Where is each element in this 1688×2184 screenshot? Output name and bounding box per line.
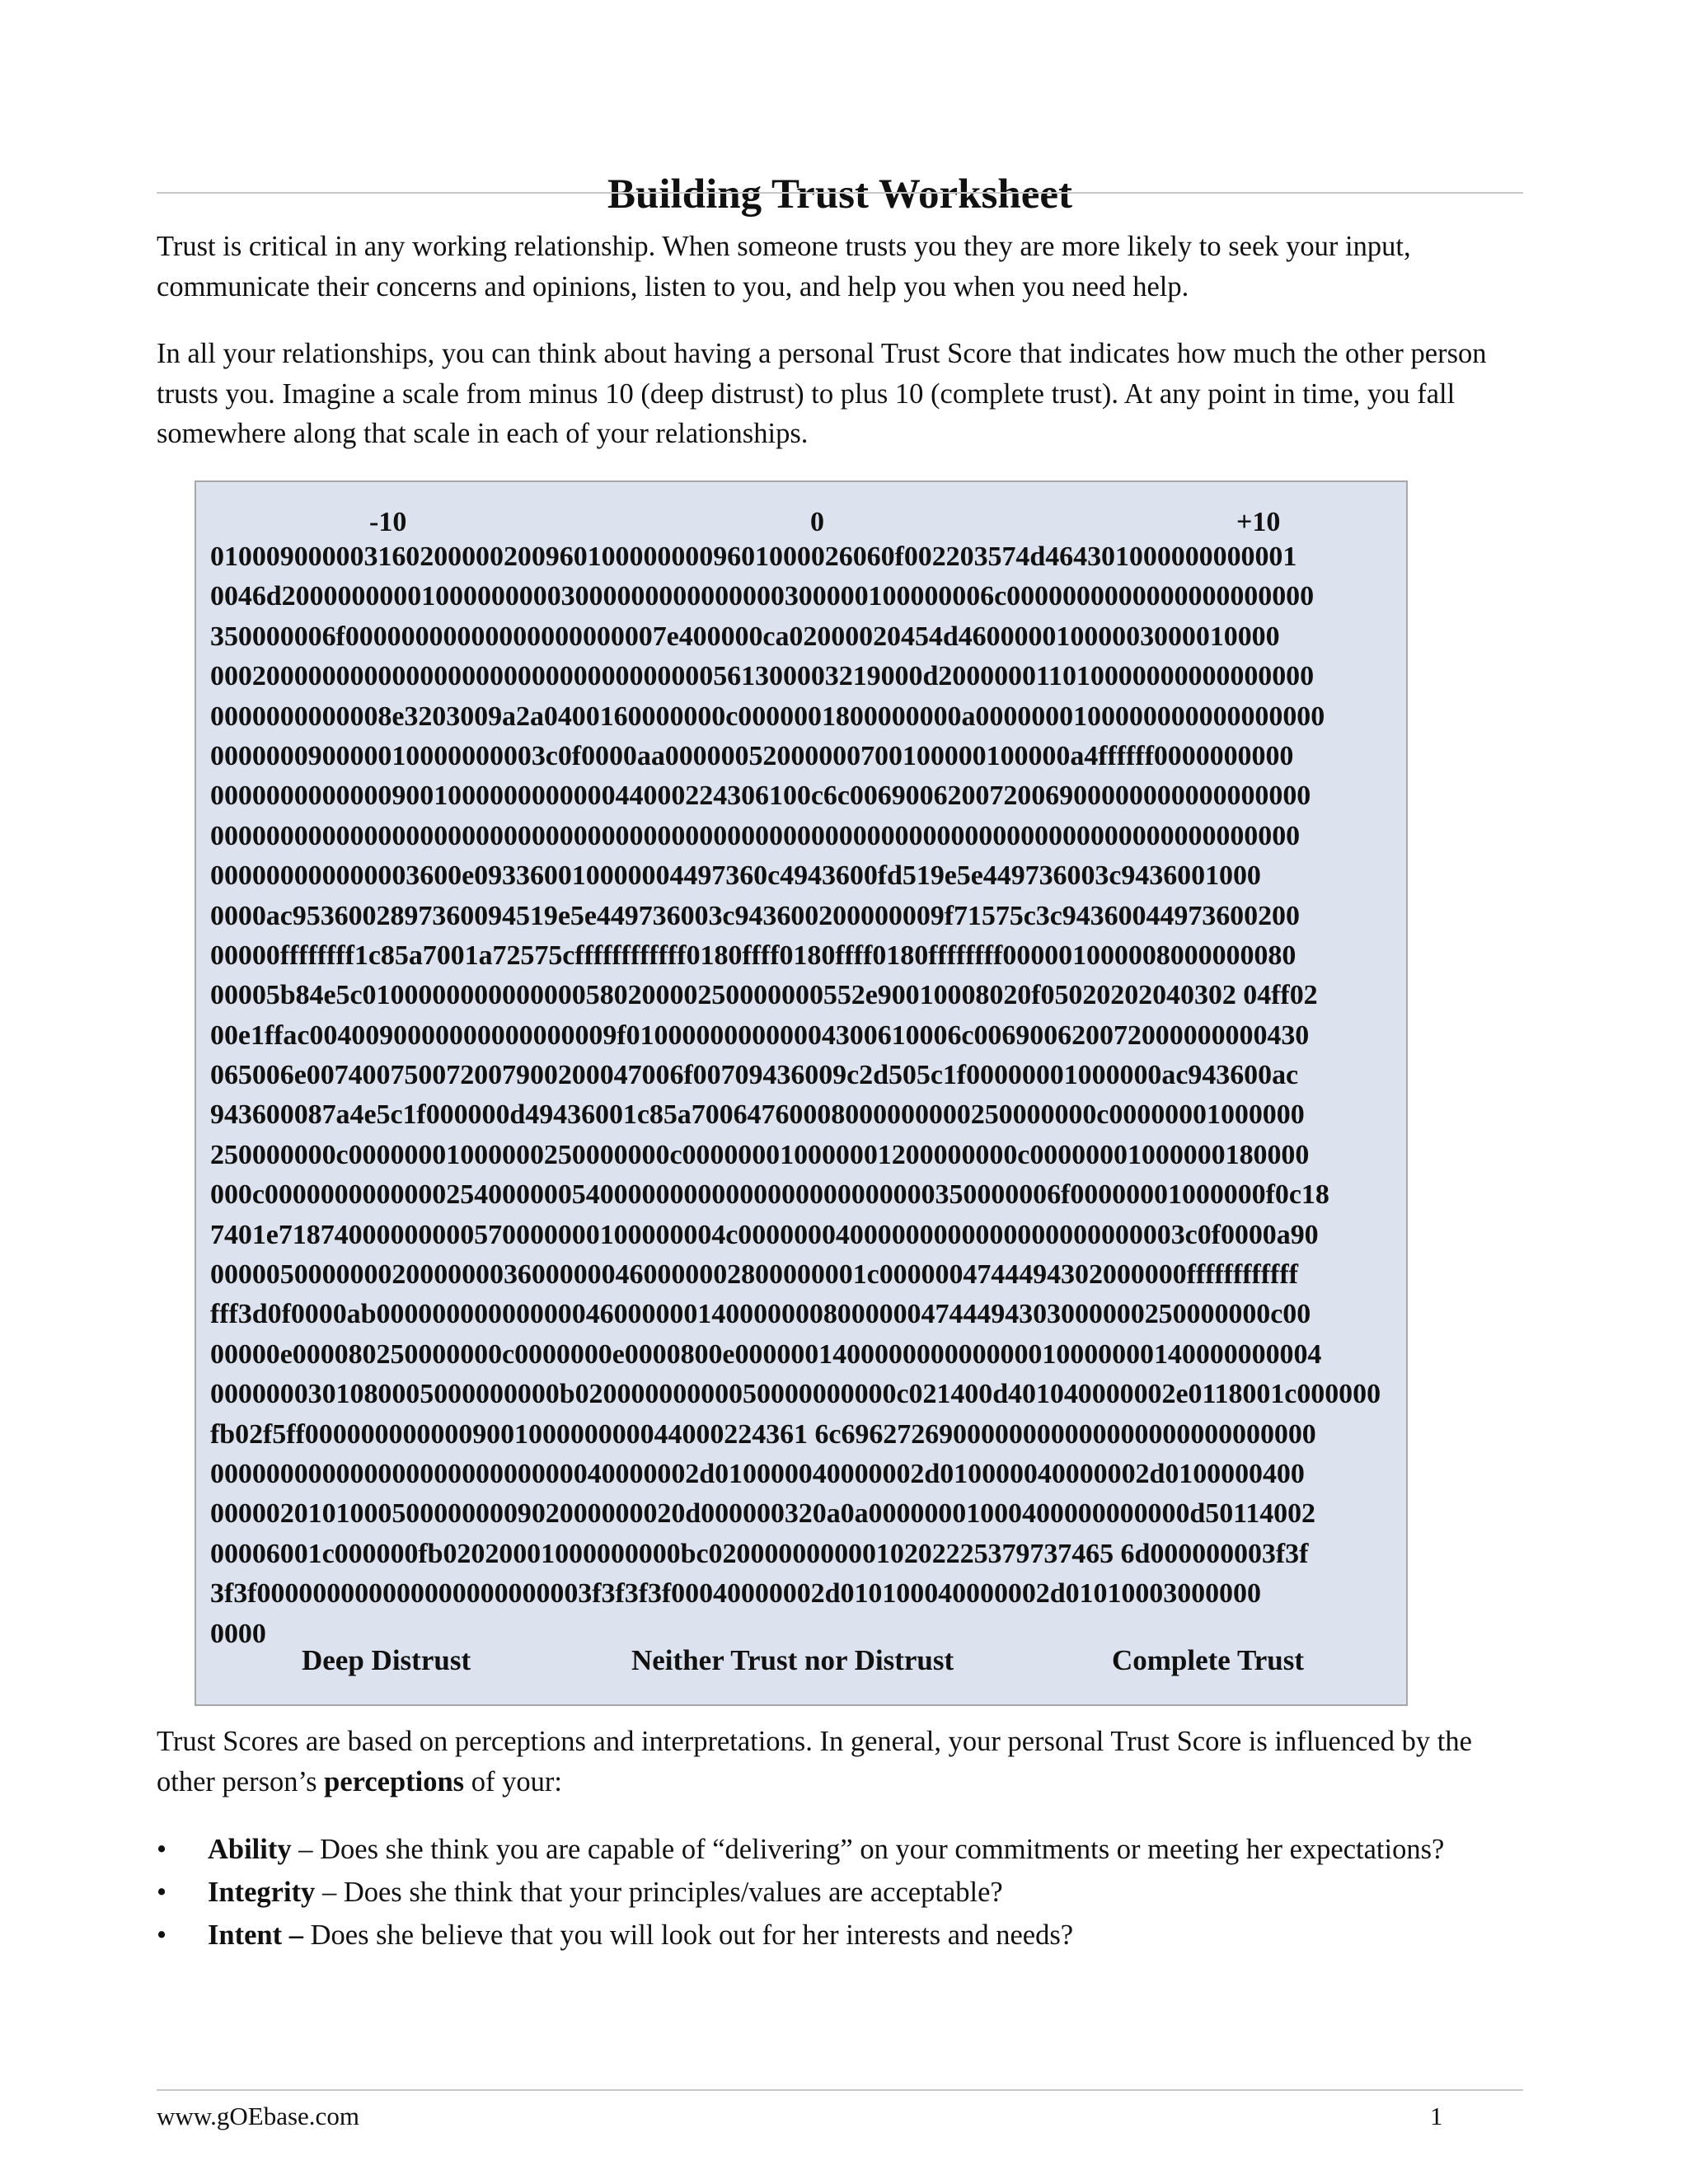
page-number: 1 [1430,2102,1443,2130]
embedded-data-line: 0000 [210,1618,266,1649]
footer-divider [157,2089,1523,2091]
embedded-data-line: 0000020101000500000000902000000020d000000320a0a00000001000400000000000d50114002 [210,1498,1315,1530]
scale-anchor-deep-distrust: Deep Distrust [302,1644,471,1676]
embedded-data-line: 00000e000080250000000c0000000e0000800e000000140000000000000010000000140000000004 [210,1338,1322,1370]
scale-mid-label: 0 [810,507,824,537]
embedded-data-line: 000000090000010000000003c0f0000aa00000052000000700100000100000a4ffffff0000000000 [210,740,1294,771]
embedded-object-data [210,537,1397,1654]
intro-paragraph-1: Trust is critical in any working relationship. When someone trusts you they are more likely to seek your input, communicate their concerns and opinions, listen to you, and help you when you need help. [157,231,1411,302]
embedded-data-line: 000200000000000000000000000000000000561300003219000d200000011010000000000000000 [210,661,1315,692]
embedded-data-line: 0000000000008e3203009a2a0400160000000c0000001800000000a0000000100000000000000000 [210,701,1325,732]
criterion-term: Ability [208,1834,292,1865]
embedded-data-line: fff3d0f0000ab0000000000000004600000014000000080000004744494303000000250000000c00 [210,1299,1311,1330]
scale-anchor-complete-trust: Complete Trust [1112,1644,1304,1676]
criterion-term: Intent – [208,1919,303,1951]
bullet-icon: • [157,1919,167,1951]
list-item-integrity [157,1871,1541,1914]
title-divider [157,192,1523,194]
scale-max-label: +10 [1236,507,1281,537]
embedded-data-line: 350000006f00000000000000000000007e400000ca02000020454d46000001000003000010000 [210,621,1280,652]
embedded-data-line: 943600087a4e5c1f000000d49436001c85a70064760008000000000250000000c00000001000000 [210,1099,1305,1131]
intro-paragraph-2: In all your relationships, you can think about having a personal Trust Score that indicates how much the other person trusts you. Imagine a scale from minus 10 (deep distrust) to plus 10 (complete trust). At any point in time, you fall somewhere along that scale in each of your relationships. [157,338,1487,449]
embedded-data-line: 0000000301080005000000000b02000000000050000000000c021400d401040000002e0118001c000000 [210,1379,1381,1410]
criterion-text: – Does she think that your principles/values are acceptable? [315,1877,1003,1908]
embedded-data-line: 00006001c000000fb02020001000000000bc02000000000010202225379737465 6d000000003f3f [210,1538,1309,1569]
criterion-term: Integrity [208,1877,316,1908]
scale-min-label: -10 [369,507,407,537]
bullet-icon: • [157,1877,167,1908]
trust-criteria-list [157,1828,1541,1957]
page-title: Building Trust Worksheet [607,171,1072,218]
embedded-data-line: 000000000000000000000000000000000000000000000000000000000000000000000000000000 [210,820,1301,851]
embedded-data-line: 000c000000000000025400000054000000000000000000000000350000006f00000001000000f0c18 [210,1179,1329,1211]
embedded-data-line: 00005b84e5c010000000000000058020000250000000552e90010008020f05020202040302 04ff02 [210,980,1318,1011]
embedded-data-line: 0000000000000900100000000000044000224306100c6c006900620072006900000000000000000 [210,780,1311,812]
closing-emphasis: perceptions [324,1765,465,1797]
embedded-data-line: 0000ac9536002897360094519e5e449736003c943600200000009f71575c3c94360044973600200 [210,900,1300,931]
list-item-intent [157,1914,1541,1957]
criterion-text: Does she believe that you will look out for her interests and needs? [302,1919,1074,1951]
closing-lead: Trust Scores are based on perceptions and interpretations. In general, your personal Trust Score is influenced by the other person’s [157,1726,1472,1797]
embedded-data-line: 0046d200000000010000000003000000000000000300000100000006c0000000000000000000000 [210,581,1315,612]
embedded-data-line: 00e1ffac0040090000000000000009f010000000000004300610006c006900620072000000000430 [210,1019,1310,1051]
embedded-data-line: 00000ffffffff1c85a7001a72575cffffffffffff0180ffff0180ffff0180ffffffff000001000008000000080 [210,940,1296,971]
bullet-icon: • [157,1834,167,1865]
closing-paragraph [157,1722,1533,1802]
scale-anchor-neutral: Neither Trust nor Distrust [631,1644,954,1676]
embedded-data-line: 00000500000002000000036000000460000002800000001c0000004744494302000000ffffffffffff [210,1259,1298,1291]
trust-scale-box [195,480,1408,1706]
footer-website: www.gOEbase.com [157,2102,359,2130]
criterion-text: – Does she think you are capable of “delivering” on your commitments or meeting her expectations? [291,1834,1445,1865]
embedded-data-line: fb02f5ff000000000000900100000000044000224361 6c6962726900000000000000000000000000 [210,1418,1316,1450]
list-item-ability [157,1828,1541,1871]
closing-tail: of your: [464,1765,562,1797]
embedded-data-line: 00000000000000000000000000040000002d010000040000002d010000040000002d0100000400 [210,1458,1305,1489]
embedded-data-line: 0100090000031602000002009601000000009601000026060f002203574d464301000000000001 [210,541,1297,572]
embedded-data-line: 3f3f000000000000000000000003f3f3f3f00040000002d010100040000002d01010003000000 [210,1578,1261,1610]
embedded-data-line: 250000000c00000001000000250000000c000000010000001200000000c00000001000000180000 [210,1139,1310,1170]
embedded-data-line: 000000000000003600e093360010000004497360c4943600fd519e5e449736003c9436001000 [210,860,1261,892]
embedded-data-line: 065006e007400750072007900200047006f00709436009c2d505c1f00000001000000ac943600ac [210,1060,1299,1091]
embedded-data-line: 7401e71874000000000570000000100000004c00000004000000000000000000000003c0f0000a90 [210,1219,1319,1250]
